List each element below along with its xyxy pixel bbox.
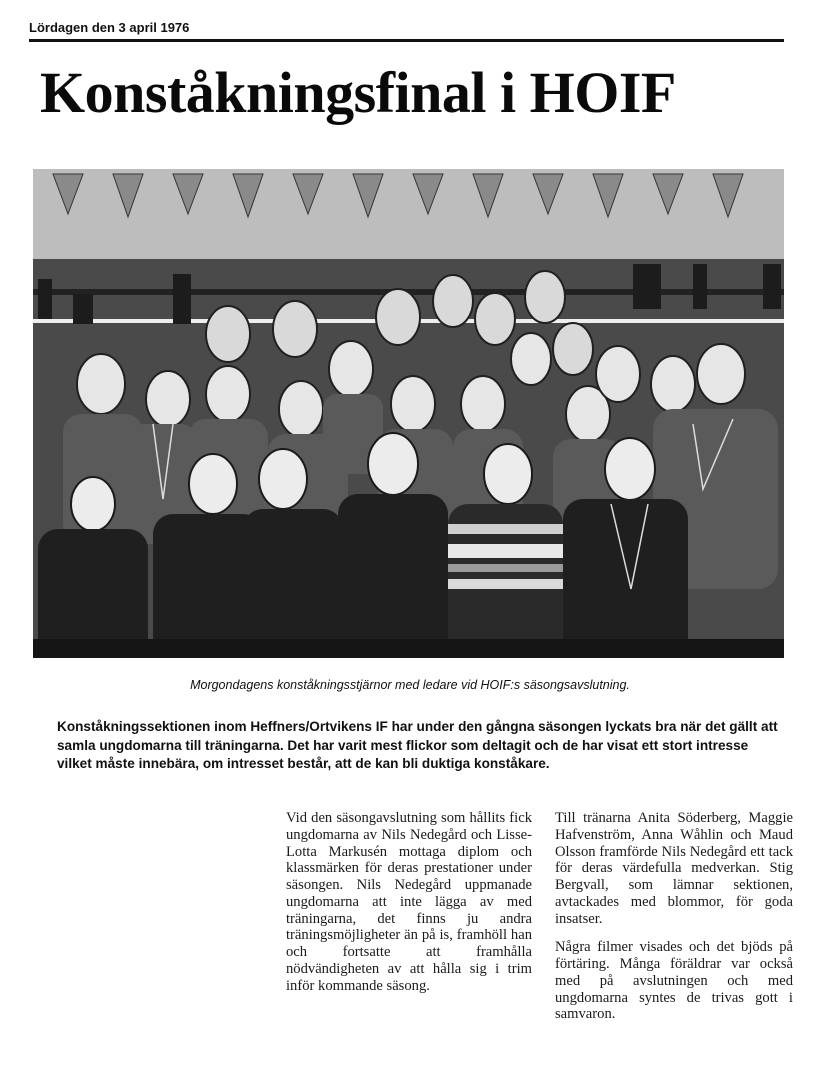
body-paragraph: Till tränarna Anita Söderberg, Maggie Hafvenström, Anna Wåhlin och Maud Olsson framförde Nils Nedegård ett tack för deras värdefulla medverkan. Stig Bergvall, som lämnar sektionen, avtackades med blommor, för goda insatser. <box>555 810 793 927</box>
photo-caption: Morgondagens konståkningsstjärnor med ledare vid HOIF:s säsongsavslutning. <box>190 678 630 692</box>
body-paragraph: Vid den säsongavslutning som hållits fick ungdomarna av Nils Nedegård och Lisse-Lotta Markusén mottaga diplom och klassmärken för deras prestationer under säsongen. Nils Nedegård uppmanade ungdomarna att inte lägga av med träningarna, det finns ju andra träningsmöjligheter än på is, framhöll han och fortsatte att framhålla nödvändigheten av att hålla sig i trim inför kommande säsong. <box>286 810 532 994</box>
group-photo-image <box>33 169 784 658</box>
header-rule <box>29 39 784 42</box>
body-paragraph: Några filmer visades och det bjöds på förtäring. Många föräldrar var också med på avslutningen och med ungdomarna syntes de trivas gott i samvaron. <box>555 939 793 1023</box>
lead-paragraph: Konståkningssektionen inom Heffners/Ortvikens IF har under den gångna säsongen lyckats bra när det gällt att samla ungdomarna till träningarna. Det har varit mest flickor som deltagit och de har visat ett stort intresse vilket måste innebära, om intresset består, att de kan bli duktiga konståkare. <box>57 719 778 771</box>
headline: Konståkningsfinal i HOIF <box>40 60 676 125</box>
dateline: Lördagen den 3 april 1976 <box>29 20 190 35</box>
body-column-1 <box>286 810 532 1006</box>
body-column-2 <box>555 810 793 1035</box>
